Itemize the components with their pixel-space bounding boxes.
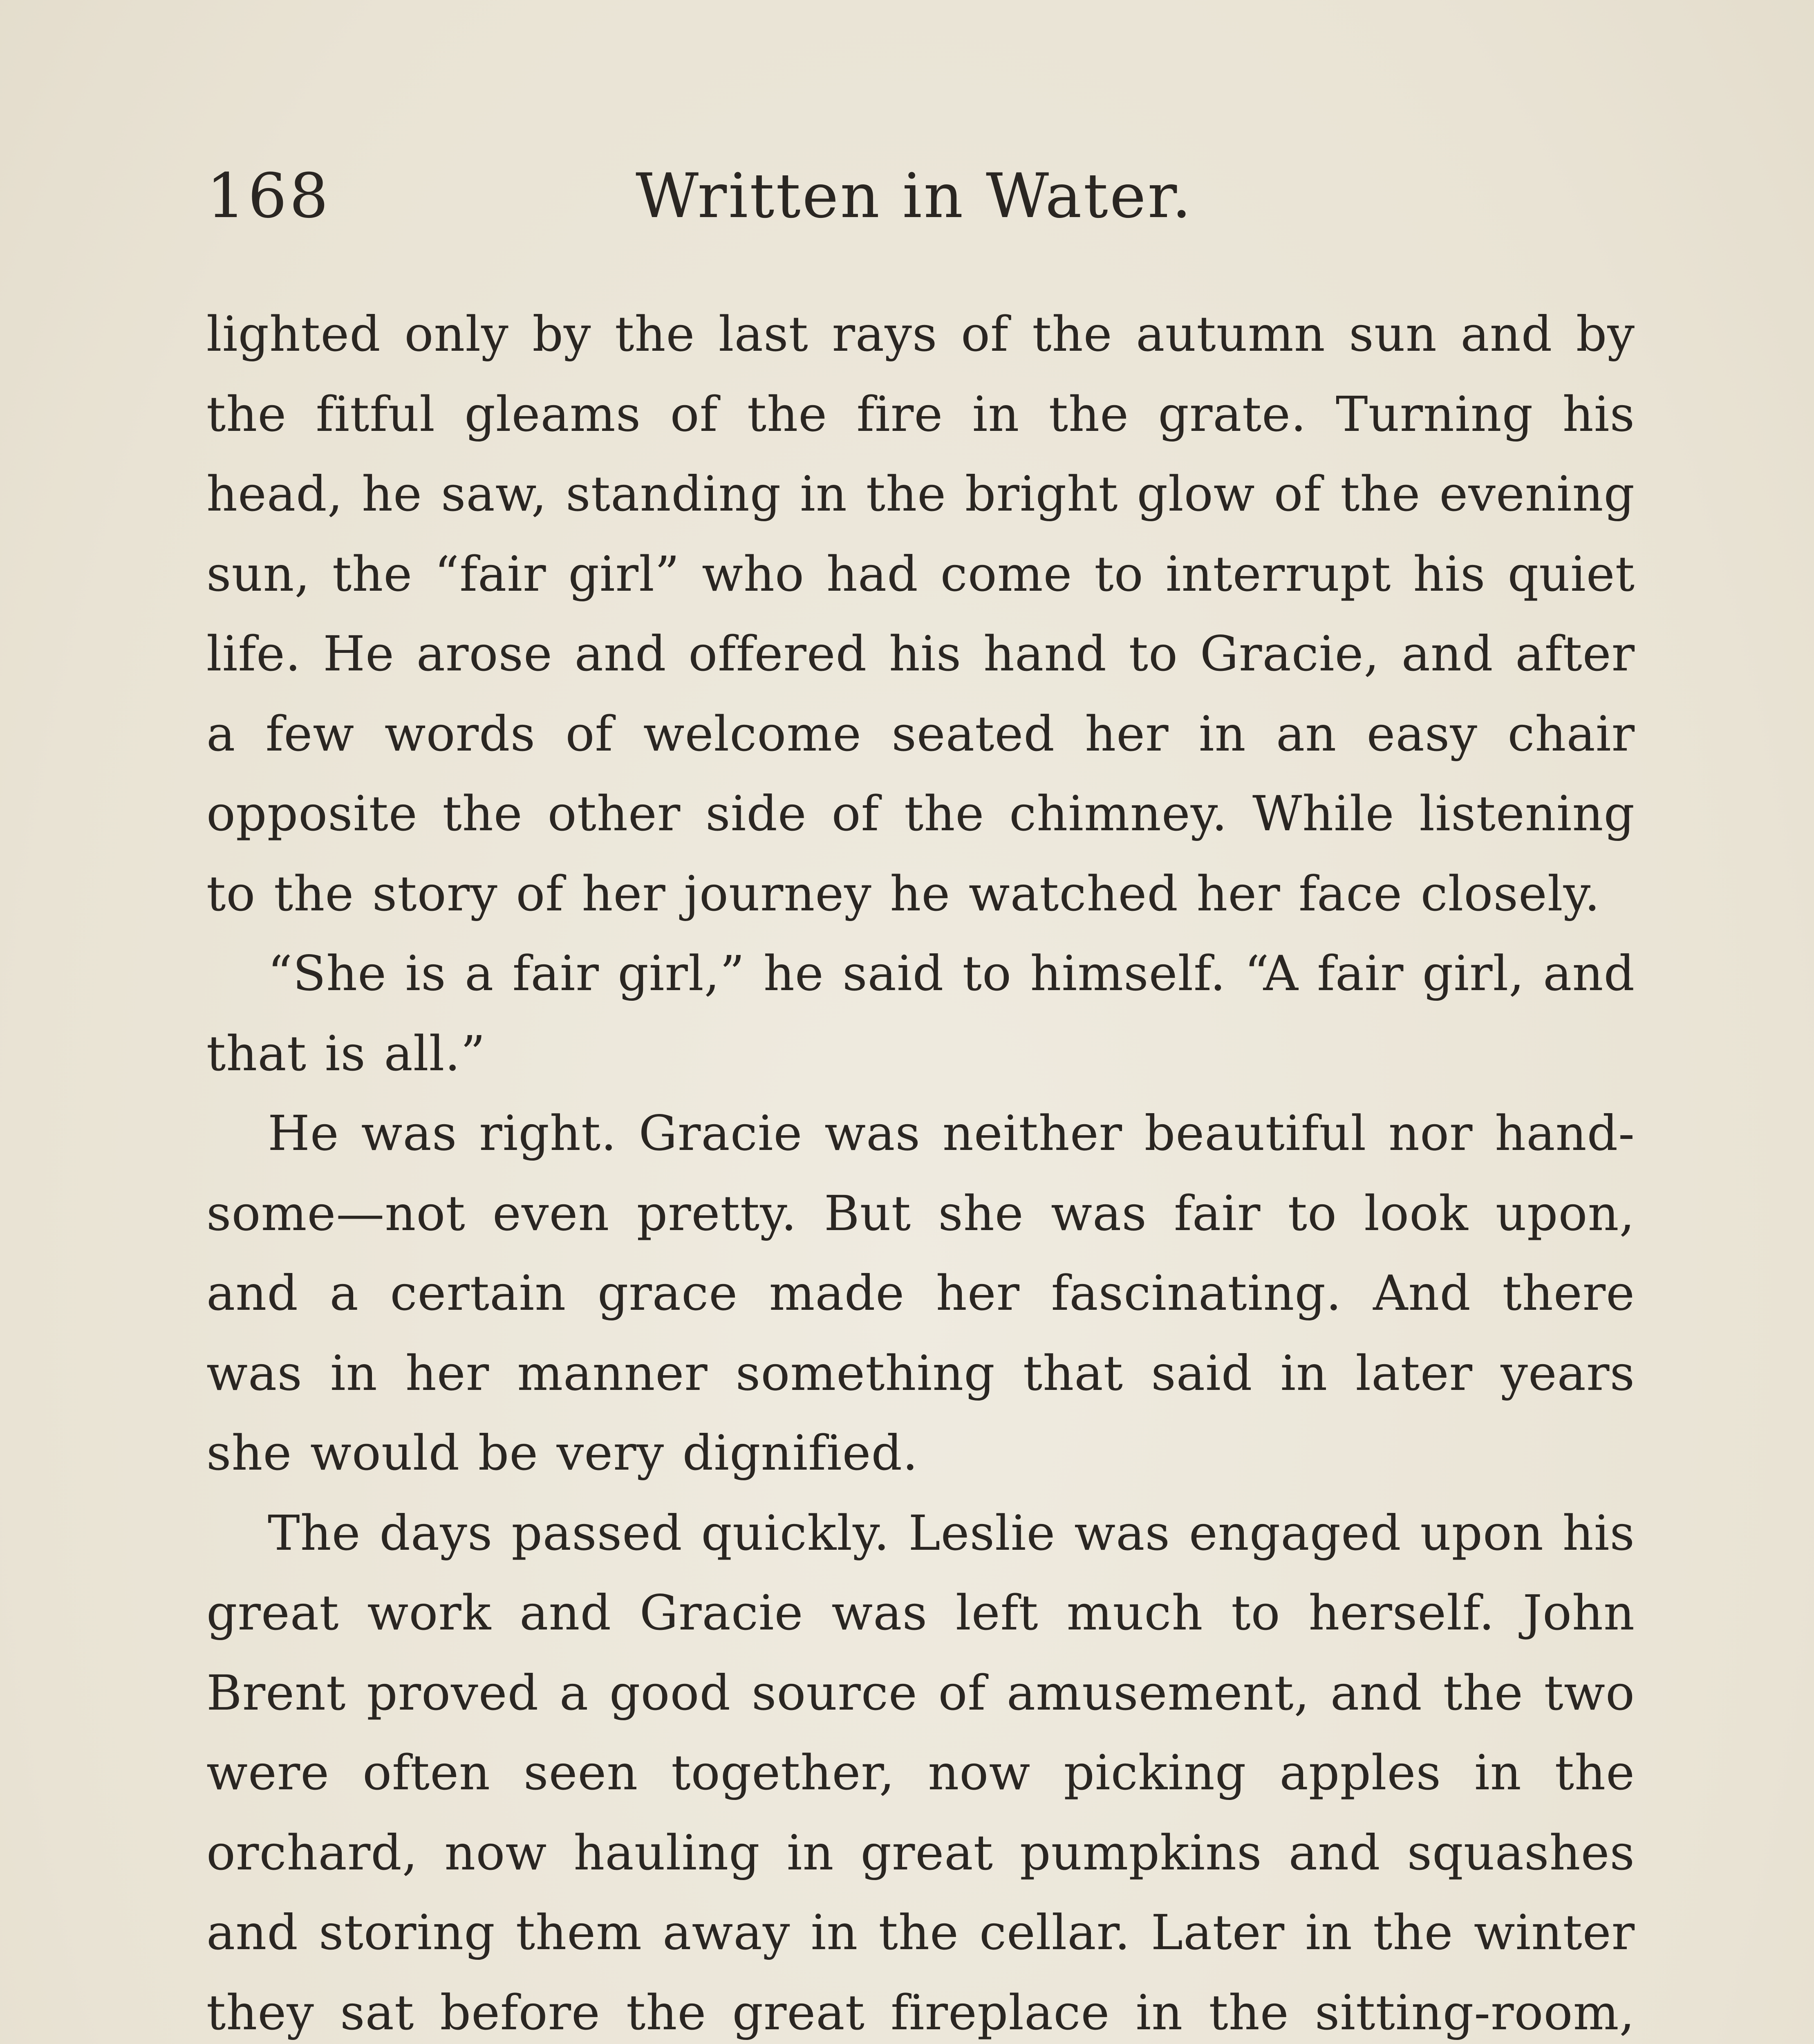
paragraph: “She is a fair girl,” he said to himself. “A fair girl, and that is all.” — [206, 945, 1635, 1082]
running-title: Written in Water. — [636, 161, 1193, 232]
body-text — [206, 294, 1635, 2044]
paragraph-continuation: lighted only by the last rays of the autumn sun and by the fitful gleams of the fire in the grate. Turning his head, he saw, standing in the bright glow of the evening sun, the “fair girl” who had come to interrupt his quiet life. He arose and offered his hand to Gracie, and after a few words of welcome seated her in an easy chair opposite the other side of the chimney. While listening to the story of her journey he watched her face closely. — [206, 306, 1635, 922]
page-number: 168 — [206, 161, 331, 232]
page-header — [206, 155, 1635, 237]
paragraph: He was right. Gracie was neither beautiful nor hand-some—not even pretty. But she was fair to look upon, and a certain grace made her fascinating. And there was in her manner something that said in later years she would be very dignified. — [206, 1105, 1635, 1481]
paragraph: The days passed quickly. Leslie was engaged upon his great work and Gracie was left much to herself. John Brent proved a good source of amusement, and the two were often seen together, now picking apples in the orchard, now hauling in great pumpkins and squashes and storing them away in the cellar. Later in the winter they sat before the great fireplace in the sitting-room, — [206, 1504, 1635, 2041]
